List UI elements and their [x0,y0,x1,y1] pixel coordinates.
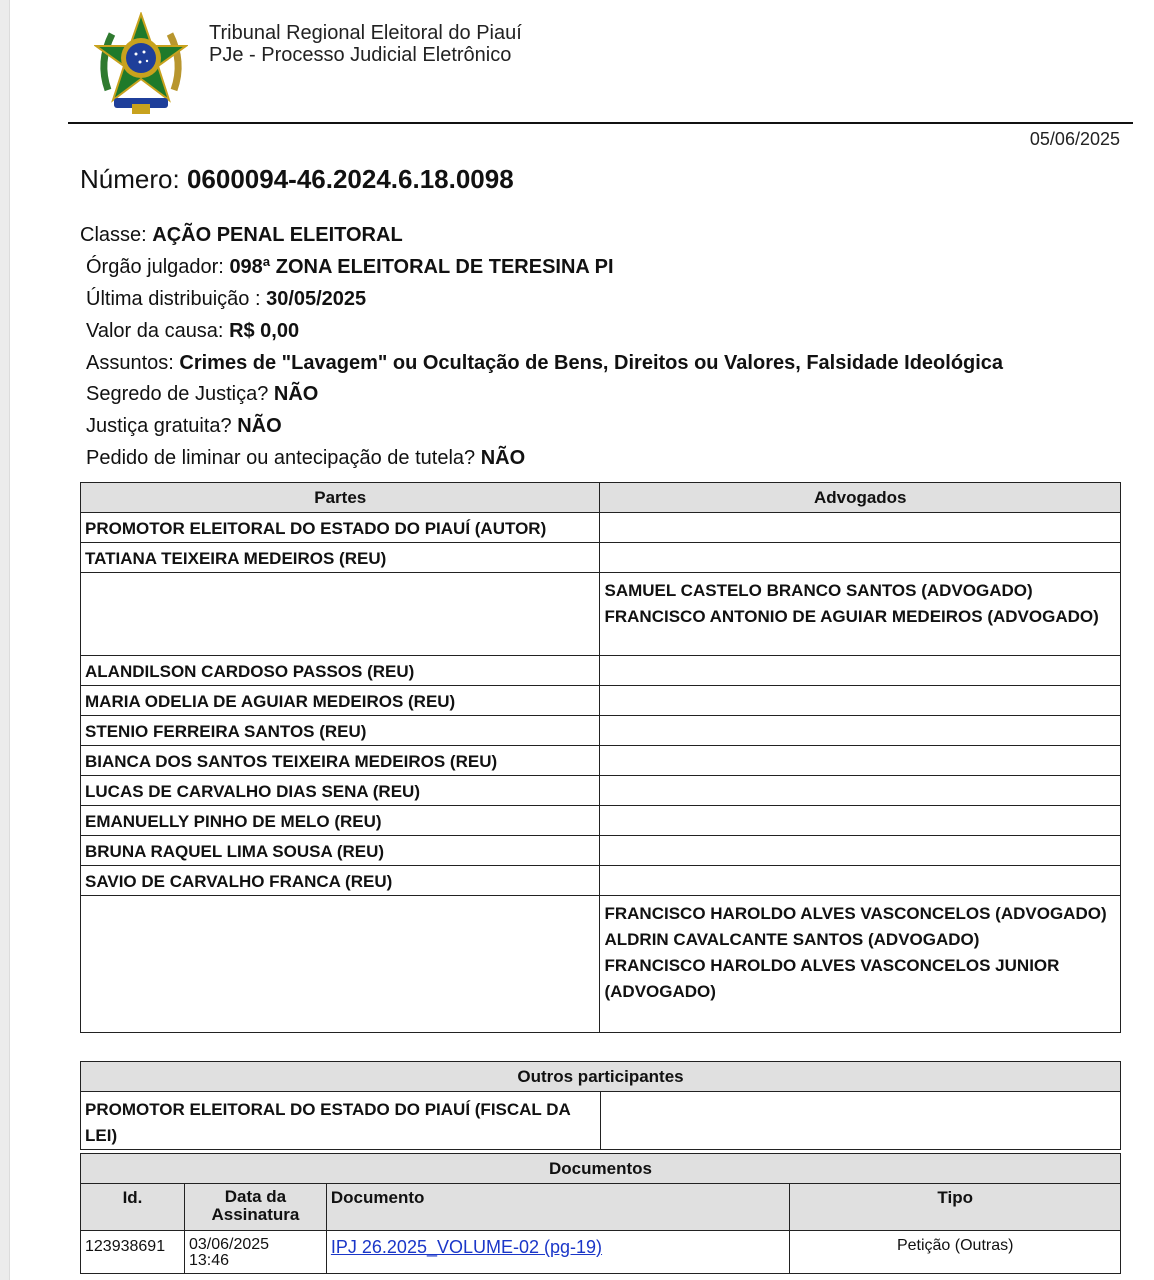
field-orgao-julgador [86,255,614,279]
col-header-documento: Documento [326,1184,790,1231]
field-justica-gratuita [86,414,282,438]
parte-cell: SAVIO DE CARVALHO FRANCA (REU) [81,866,600,896]
process-number-label: Número: [80,164,180,194]
advogado-cell [600,513,1121,543]
parte-cell: BRUNA RAQUEL LIMA SOUSA (REU) [81,836,600,866]
participante-extra-cell [600,1092,1120,1150]
table-row [81,543,1121,573]
table-row [81,776,1121,806]
advogado-cell [600,806,1121,836]
table-row [81,746,1121,776]
parte-cell: EMANUELLY PINHO DE MELO (REU) [81,806,600,836]
advogado-cell [600,746,1121,776]
advogado-cell [600,573,1121,656]
table-row [81,716,1121,746]
parte-cell: PROMOTOR ELEITORAL DO ESTADO DO PIAUÍ (AUTOR) [81,513,600,543]
col-header-advogados: Advogados [600,483,1121,513]
field-value: 30/05/2025 [266,288,367,310]
field-valor-causa [86,319,299,343]
field-ultima-distribuicao [86,287,366,311]
field-label: Pedido de liminar ou antecipação de tutela? [86,447,476,469]
print-date: 05/06/2025 [1029,129,1120,149]
table-row [81,836,1121,866]
process-number [80,164,514,195]
doc-id-cell: 123938691 [81,1231,185,1274]
doc-type-cell: Petição (Outras) [790,1231,1121,1274]
page-edge [0,0,10,1280]
parte-cell: BIANCA DOS SANTOS TEIXEIRA MEDEIROS (REU) [81,746,600,776]
field-segredo-justica [86,382,318,406]
table-row [81,866,1121,896]
field-value: NÃO [237,415,282,437]
field-label: Última distribuição : [86,288,261,310]
advogado-cell [600,716,1121,746]
parte-cell: MARIA ODELIA DE AGUIAR MEDEIROS (REU) [81,686,600,716]
table-row [81,573,1121,656]
advogado-cell [600,656,1121,686]
table-row [81,686,1121,716]
document-link[interactable]: IPJ 26.2025_VOLUME-02 (pg-19) [330,1237,603,1257]
doc-time: 13:46 [188,1252,230,1269]
field-value: AÇÃO PENAL ELEITORAL [152,224,403,246]
field-value: Crimes de "Lavagem" ou Ocultação de Bens, Direitos ou Valores, Falsidade Ideológica [179,352,1004,374]
table-row [81,806,1121,836]
advogado-cell [600,543,1121,573]
advogado-name: SAMUEL CASTELO BRANCO SANTOS (ADVOGADO) [604,581,1033,600]
field-value: R$ 0,00 [229,320,300,342]
parte-cell: TATIANA TEIXEIRA MEDEIROS (REU) [81,543,600,573]
field-label: Valor da causa: [86,320,224,342]
table-row [81,896,1121,1033]
col-header-tipo: Tipo [790,1184,1121,1231]
field-value: 098ª ZONA ELEITORAL DE TERESINA PI [229,256,614,278]
process-number-value: 0600094-46.2024.6.18.0098 [186,164,514,194]
field-label: Segredo de Justiça? [86,383,269,405]
col-header-data: Data da Assinatura [184,1184,326,1231]
parte-cell [81,896,600,1033]
field-value: NÃO [480,447,526,469]
parte-cell: STENIO FERREIRA SANTOS (REU) [81,716,600,746]
advogado-name: FRANCISCO HAROLDO ALVES VASCONCELOS (ADVOGADO) [604,904,1107,923]
advogado-cell [600,686,1121,716]
system-name: PJe - Processo Judicial Eletrônico [209,44,512,66]
advogado-cell [600,866,1121,896]
doc-link-cell [326,1231,790,1274]
advogado-name: FRANCISCO ANTONIO DE AGUIAR MEDEIROS (ADVOGADO) [604,607,1099,626]
parte-cell [81,573,600,656]
advogado-name: ALDRIN CAVALCANTE SANTOS (ADVOGADO) [604,930,980,949]
doc-date: 03/06/2025 [188,1236,270,1253]
field-assuntos [86,351,1003,375]
advogado-name: FRANCISCO HAROLDO ALVES VASCONCELOS JUNIOR (ADVOGADO) [604,956,1060,1001]
field-label: Assuntos: [86,352,174,374]
advogado-cell [600,776,1121,806]
doc-date-cell [184,1231,326,1274]
table-row [81,1092,1121,1150]
field-classe [80,223,403,247]
advogado-cell [600,896,1121,1033]
document-header [68,0,1133,124]
outros-participantes-table [80,1061,1121,1150]
partes-table [80,482,1121,1033]
parte-cell: LUCAS DE CARVALHO DIAS SENA (REU) [81,776,600,806]
col-header-id: Id. [81,1184,185,1231]
advogado-cell [600,836,1121,866]
brasao-emblem [94,12,188,116]
documentos-table [80,1153,1121,1274]
table-row [81,656,1121,686]
org-name: Tribunal Regional Eleitoral do Piauí [209,22,522,44]
field-label: Órgão julgador: [86,256,224,278]
col-header-partes: Partes [81,483,600,513]
field-value: NÃO [273,383,319,405]
parte-cell: ALANDILSON CARDOSO PASSOS (REU) [81,656,600,686]
participante-cell: PROMOTOR ELEITORAL DO ESTADO DO PIAUÍ (FISCAL DA LEI) [81,1092,601,1150]
field-label: Justiça gratuita? [86,415,232,437]
documentos-title: Documentos [81,1154,1121,1184]
table-row [81,513,1121,543]
outros-participantes-title: Outros participantes [81,1062,1121,1092]
field-label: Classe: [80,224,147,246]
table-row [81,1231,1121,1274]
field-pedido-liminar [86,446,525,470]
